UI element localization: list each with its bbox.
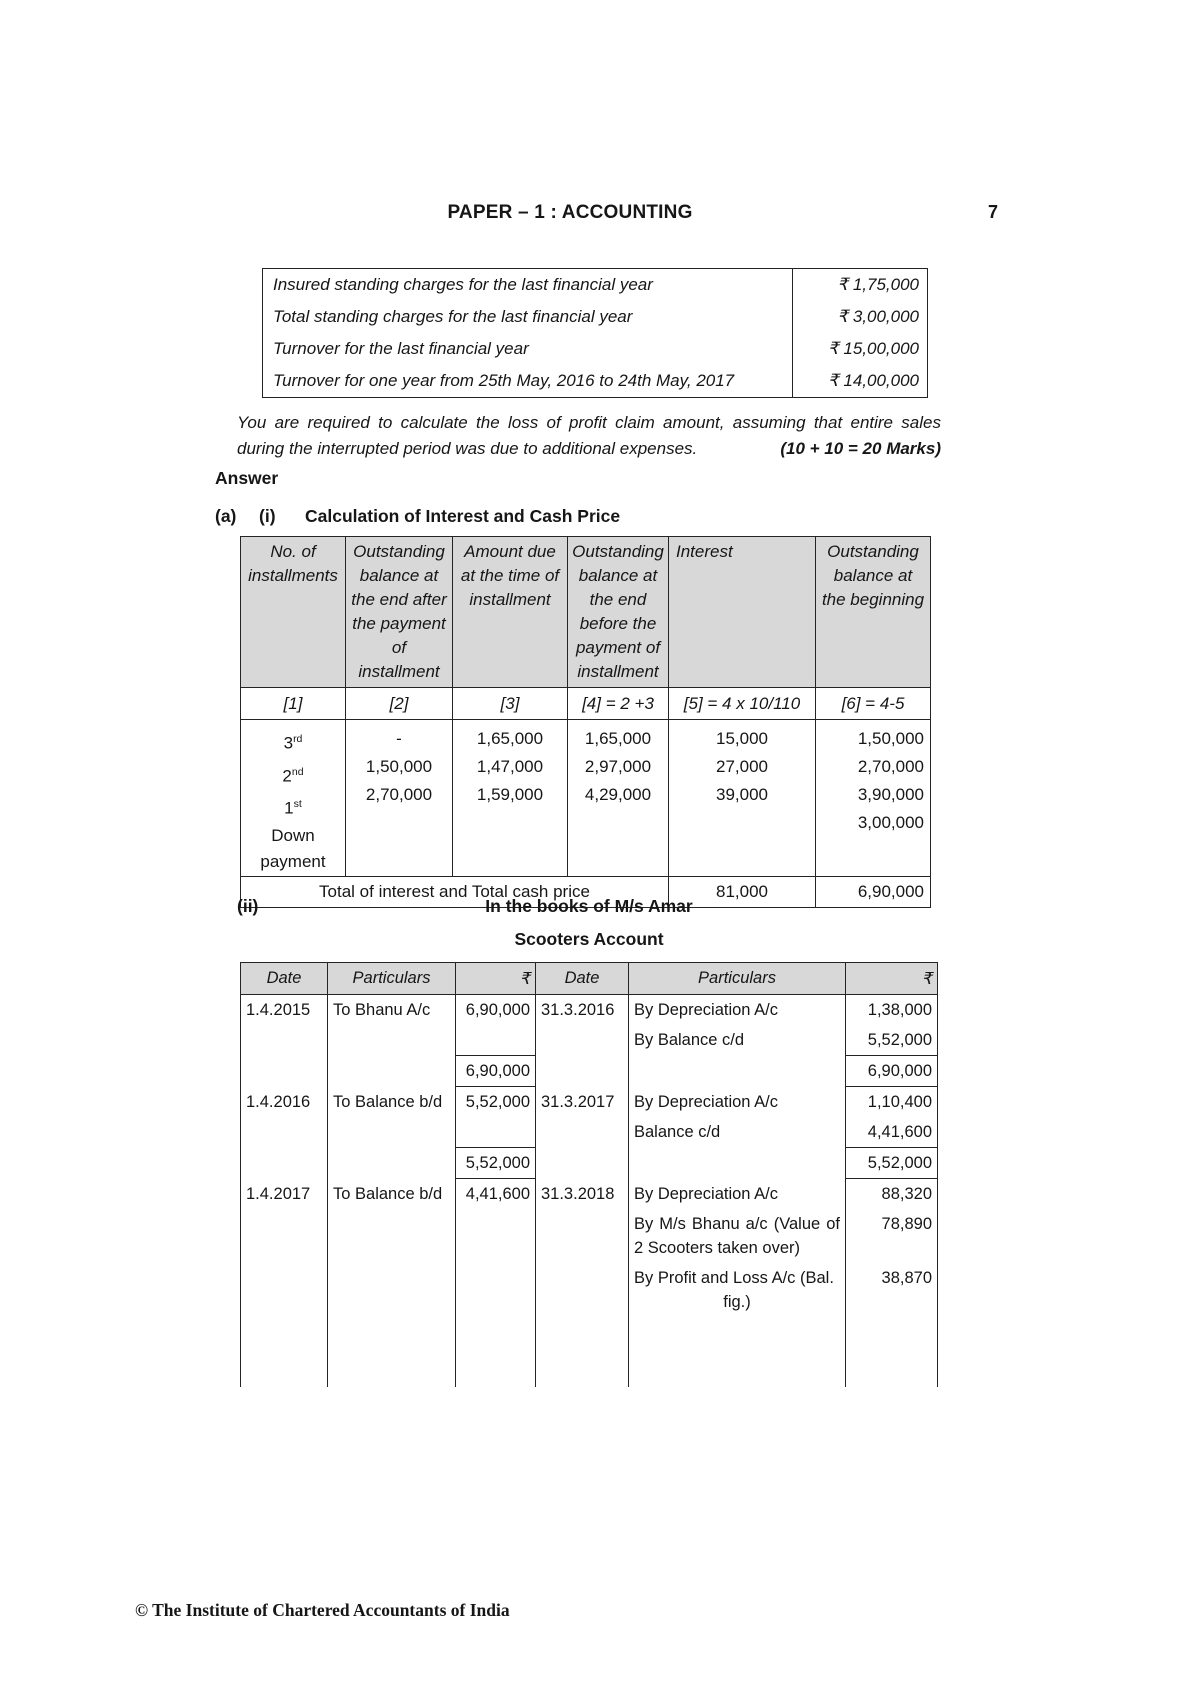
ledger-row xyxy=(241,1025,938,1056)
column-index: [3] xyxy=(453,688,568,720)
particulars-cell xyxy=(629,1317,846,1387)
column-header: Particulars xyxy=(328,963,456,995)
charge-value: ₹ 1,75,000 xyxy=(837,275,919,294)
date-cell: 31.3.2016 xyxy=(536,995,629,1026)
particulars-cell: Balance c/d xyxy=(629,1117,846,1148)
date-cell xyxy=(241,1209,328,1263)
amount-cell: 38,870 xyxy=(846,1263,938,1317)
particulars-cell xyxy=(328,1317,456,1387)
ledger-row xyxy=(241,995,938,1026)
charge-label: Total standing charges for the last financial year xyxy=(263,301,793,333)
date-cell: 1.4.2015 xyxy=(241,995,328,1026)
total-label: Total of interest and Total cash price xyxy=(241,876,669,907)
outstanding-before-cell: 1,65,000 2,97,000 4,29,000 xyxy=(568,720,669,877)
particulars-cell: To Bhanu A/c xyxy=(328,995,456,1026)
amount-cell: 88,320 xyxy=(846,1179,938,1210)
table-row xyxy=(241,720,931,877)
date-cell xyxy=(241,1263,328,1317)
date-cell: 1.4.2016 xyxy=(241,1087,328,1118)
charge-label: Insured standing charges for the last financial year xyxy=(263,269,793,302)
amount-cell xyxy=(456,1263,536,1317)
total-amount-cell: 5,52,000 xyxy=(846,1148,938,1179)
column-index: [4] = 2 +3 xyxy=(568,688,669,720)
particulars-cell: By Depreciation A/c xyxy=(629,1087,846,1118)
question-text: during the interrupted period was due to additional expenses. xyxy=(237,439,698,458)
particulars-cell xyxy=(328,1263,456,1317)
charge-label: Turnover for one year from 25th May, 2016 to 24th May, 2017 xyxy=(263,365,793,398)
date-cell xyxy=(536,1148,629,1179)
particulars-cell xyxy=(629,1148,846,1179)
interest-cell: 15,000 27,000 39,000 xyxy=(669,720,816,877)
column-header: Particulars xyxy=(629,963,846,995)
rupee-column-header: ₹ xyxy=(846,963,938,995)
date-cell xyxy=(241,1056,328,1087)
question-paragraph xyxy=(237,410,941,462)
table-row xyxy=(263,333,928,365)
installment-numbers-cell: 3rd 2nd 1st Down payment xyxy=(241,720,346,877)
column-header: Outstanding balance at the end before the payment of installment xyxy=(568,537,669,688)
column-index: [1] xyxy=(241,688,346,720)
particulars-cell: To Balance b/d xyxy=(328,1087,456,1118)
date-cell xyxy=(536,1317,629,1387)
ledger-total-row xyxy=(241,1056,938,1087)
total-amount-cell: 5,52,000 xyxy=(456,1148,536,1179)
page-title: PAPER – 1 : ACCOUNTING xyxy=(447,202,693,223)
amount-cell xyxy=(456,1117,536,1148)
table-row xyxy=(263,269,928,302)
charge-label: Turnover for the last financial year xyxy=(263,333,793,365)
column-header: Date xyxy=(536,963,629,995)
marks-label: (10 + 10 = 20 Marks) xyxy=(780,439,941,458)
charge-value: ₹ 14,00,000 xyxy=(827,371,919,390)
amount-cell: 5,52,000 xyxy=(846,1025,938,1056)
scooters-account-heading: Scooters Account xyxy=(514,929,664,949)
section-heading-a-i xyxy=(215,506,620,527)
total-interest-value: 81,000 xyxy=(669,876,816,907)
ledger-total-row xyxy=(241,1148,938,1179)
total-cash-price-value: 6,90,000 xyxy=(816,876,931,907)
outstanding-beginning-cell: 1,50,000 2,70,000 3,90,000 3,00,000 xyxy=(816,720,931,877)
particulars-cell: By Balance c/d xyxy=(629,1025,846,1056)
table-row xyxy=(263,365,928,398)
date-cell xyxy=(536,1025,629,1056)
particulars-cell xyxy=(328,1025,456,1056)
interest-cash-price-table xyxy=(240,536,931,908)
outstanding-after-cell: - 1,50,000 2,70,000 xyxy=(346,720,453,877)
charge-value: ₹ 3,00,000 xyxy=(837,307,919,326)
amount-cell: 5,52,000 xyxy=(456,1087,536,1118)
part-a-label: (a) xyxy=(215,506,237,526)
particulars-cell: To Balance b/d xyxy=(328,1179,456,1210)
particulars-cell xyxy=(328,1056,456,1087)
date-cell xyxy=(536,1263,629,1317)
amount-cell xyxy=(456,1209,536,1263)
date-cell xyxy=(241,1117,328,1148)
date-cell xyxy=(536,1209,629,1263)
amount-cell: 78,890 xyxy=(846,1209,938,1263)
amount-cell: 1,38,000 xyxy=(846,995,938,1026)
particulars-cell: By Depreciation A/c xyxy=(629,995,846,1026)
table-header-row xyxy=(241,537,931,688)
column-index: [5] = 4 x 10/110 xyxy=(669,688,816,720)
rupee-column-header: ₹ xyxy=(456,963,536,995)
column-header: Date xyxy=(241,963,328,995)
scooters-account-ledger xyxy=(240,962,938,1387)
amount-cell xyxy=(456,1025,536,1056)
part-i-label: (i) xyxy=(259,506,276,526)
answer-heading: Answer xyxy=(215,468,279,488)
ledger-row xyxy=(241,1179,938,1210)
amount-cell xyxy=(846,1317,938,1387)
ledger-empty-row xyxy=(241,1317,938,1387)
amount-cell: 4,41,600 xyxy=(456,1179,536,1210)
amount-cell: 6,90,000 xyxy=(456,995,536,1026)
section-heading-ii xyxy=(237,896,941,917)
date-cell: 1.4.2017 xyxy=(241,1179,328,1210)
amount-cell: 1,10,400 xyxy=(846,1087,938,1118)
ledger-row xyxy=(241,1263,938,1317)
table-row xyxy=(263,301,928,333)
standing-charges-table xyxy=(262,268,928,398)
column-header: Amount due at the time of installment xyxy=(453,537,568,688)
date-cell xyxy=(241,1148,328,1179)
total-amount-cell: 6,90,000 xyxy=(846,1056,938,1087)
date-cell: 31.3.2018 xyxy=(536,1179,629,1210)
column-header: Interest xyxy=(669,537,816,688)
books-heading: In the books of M/s Amar xyxy=(485,896,693,916)
question-text-line2 xyxy=(237,436,941,462)
column-header: Outstanding balance at the end after the payment of installment xyxy=(346,537,453,688)
part-ii-label: (ii) xyxy=(237,896,259,916)
date-cell xyxy=(241,1317,328,1387)
table-header-row xyxy=(241,963,938,995)
column-index-row xyxy=(241,688,931,720)
date-cell xyxy=(536,1056,629,1087)
particulars-cell: By M/s Bhanu a/c (Value of 2 Scooters taken over) xyxy=(629,1209,846,1263)
particulars-cell xyxy=(328,1117,456,1148)
column-index: [2] xyxy=(346,688,453,720)
amount-cell xyxy=(456,1317,536,1387)
date-cell xyxy=(536,1117,629,1148)
charge-value: ₹ 15,00,000 xyxy=(827,339,919,358)
date-cell: 31.3.2017 xyxy=(536,1087,629,1118)
particulars-cell: By Profit and Loss A/c (Bal. fig.) xyxy=(629,1263,846,1317)
date-cell xyxy=(241,1025,328,1056)
particulars-cell: By Depreciation A/c xyxy=(629,1179,846,1210)
total-amount-cell: 6,90,000 xyxy=(456,1056,536,1087)
amount-due-cell: 1,65,000 1,47,000 1,59,000 xyxy=(453,720,568,877)
particulars-cell xyxy=(328,1148,456,1179)
column-index: [6] = 4-5 xyxy=(816,688,931,720)
particulars-cell xyxy=(629,1056,846,1087)
copyright-footer: © The Institute of Chartered Accountants of India xyxy=(135,1600,510,1620)
section-heading: Calculation of Interest and Cash Price xyxy=(305,506,621,526)
page-number: 7 xyxy=(988,202,999,222)
question-text-line1: You are required to calculate the loss of profit claim amount, assuming that entire sales xyxy=(237,413,941,432)
ledger-row xyxy=(241,1087,938,1118)
column-header: No. of installments xyxy=(241,537,346,688)
ledger-row xyxy=(241,1117,938,1148)
amount-cell: 4,41,600 xyxy=(846,1117,938,1148)
column-header: Outstanding balance at the beginning xyxy=(816,537,931,688)
particulars-cell xyxy=(328,1209,456,1263)
ledger-row xyxy=(241,1209,938,1263)
